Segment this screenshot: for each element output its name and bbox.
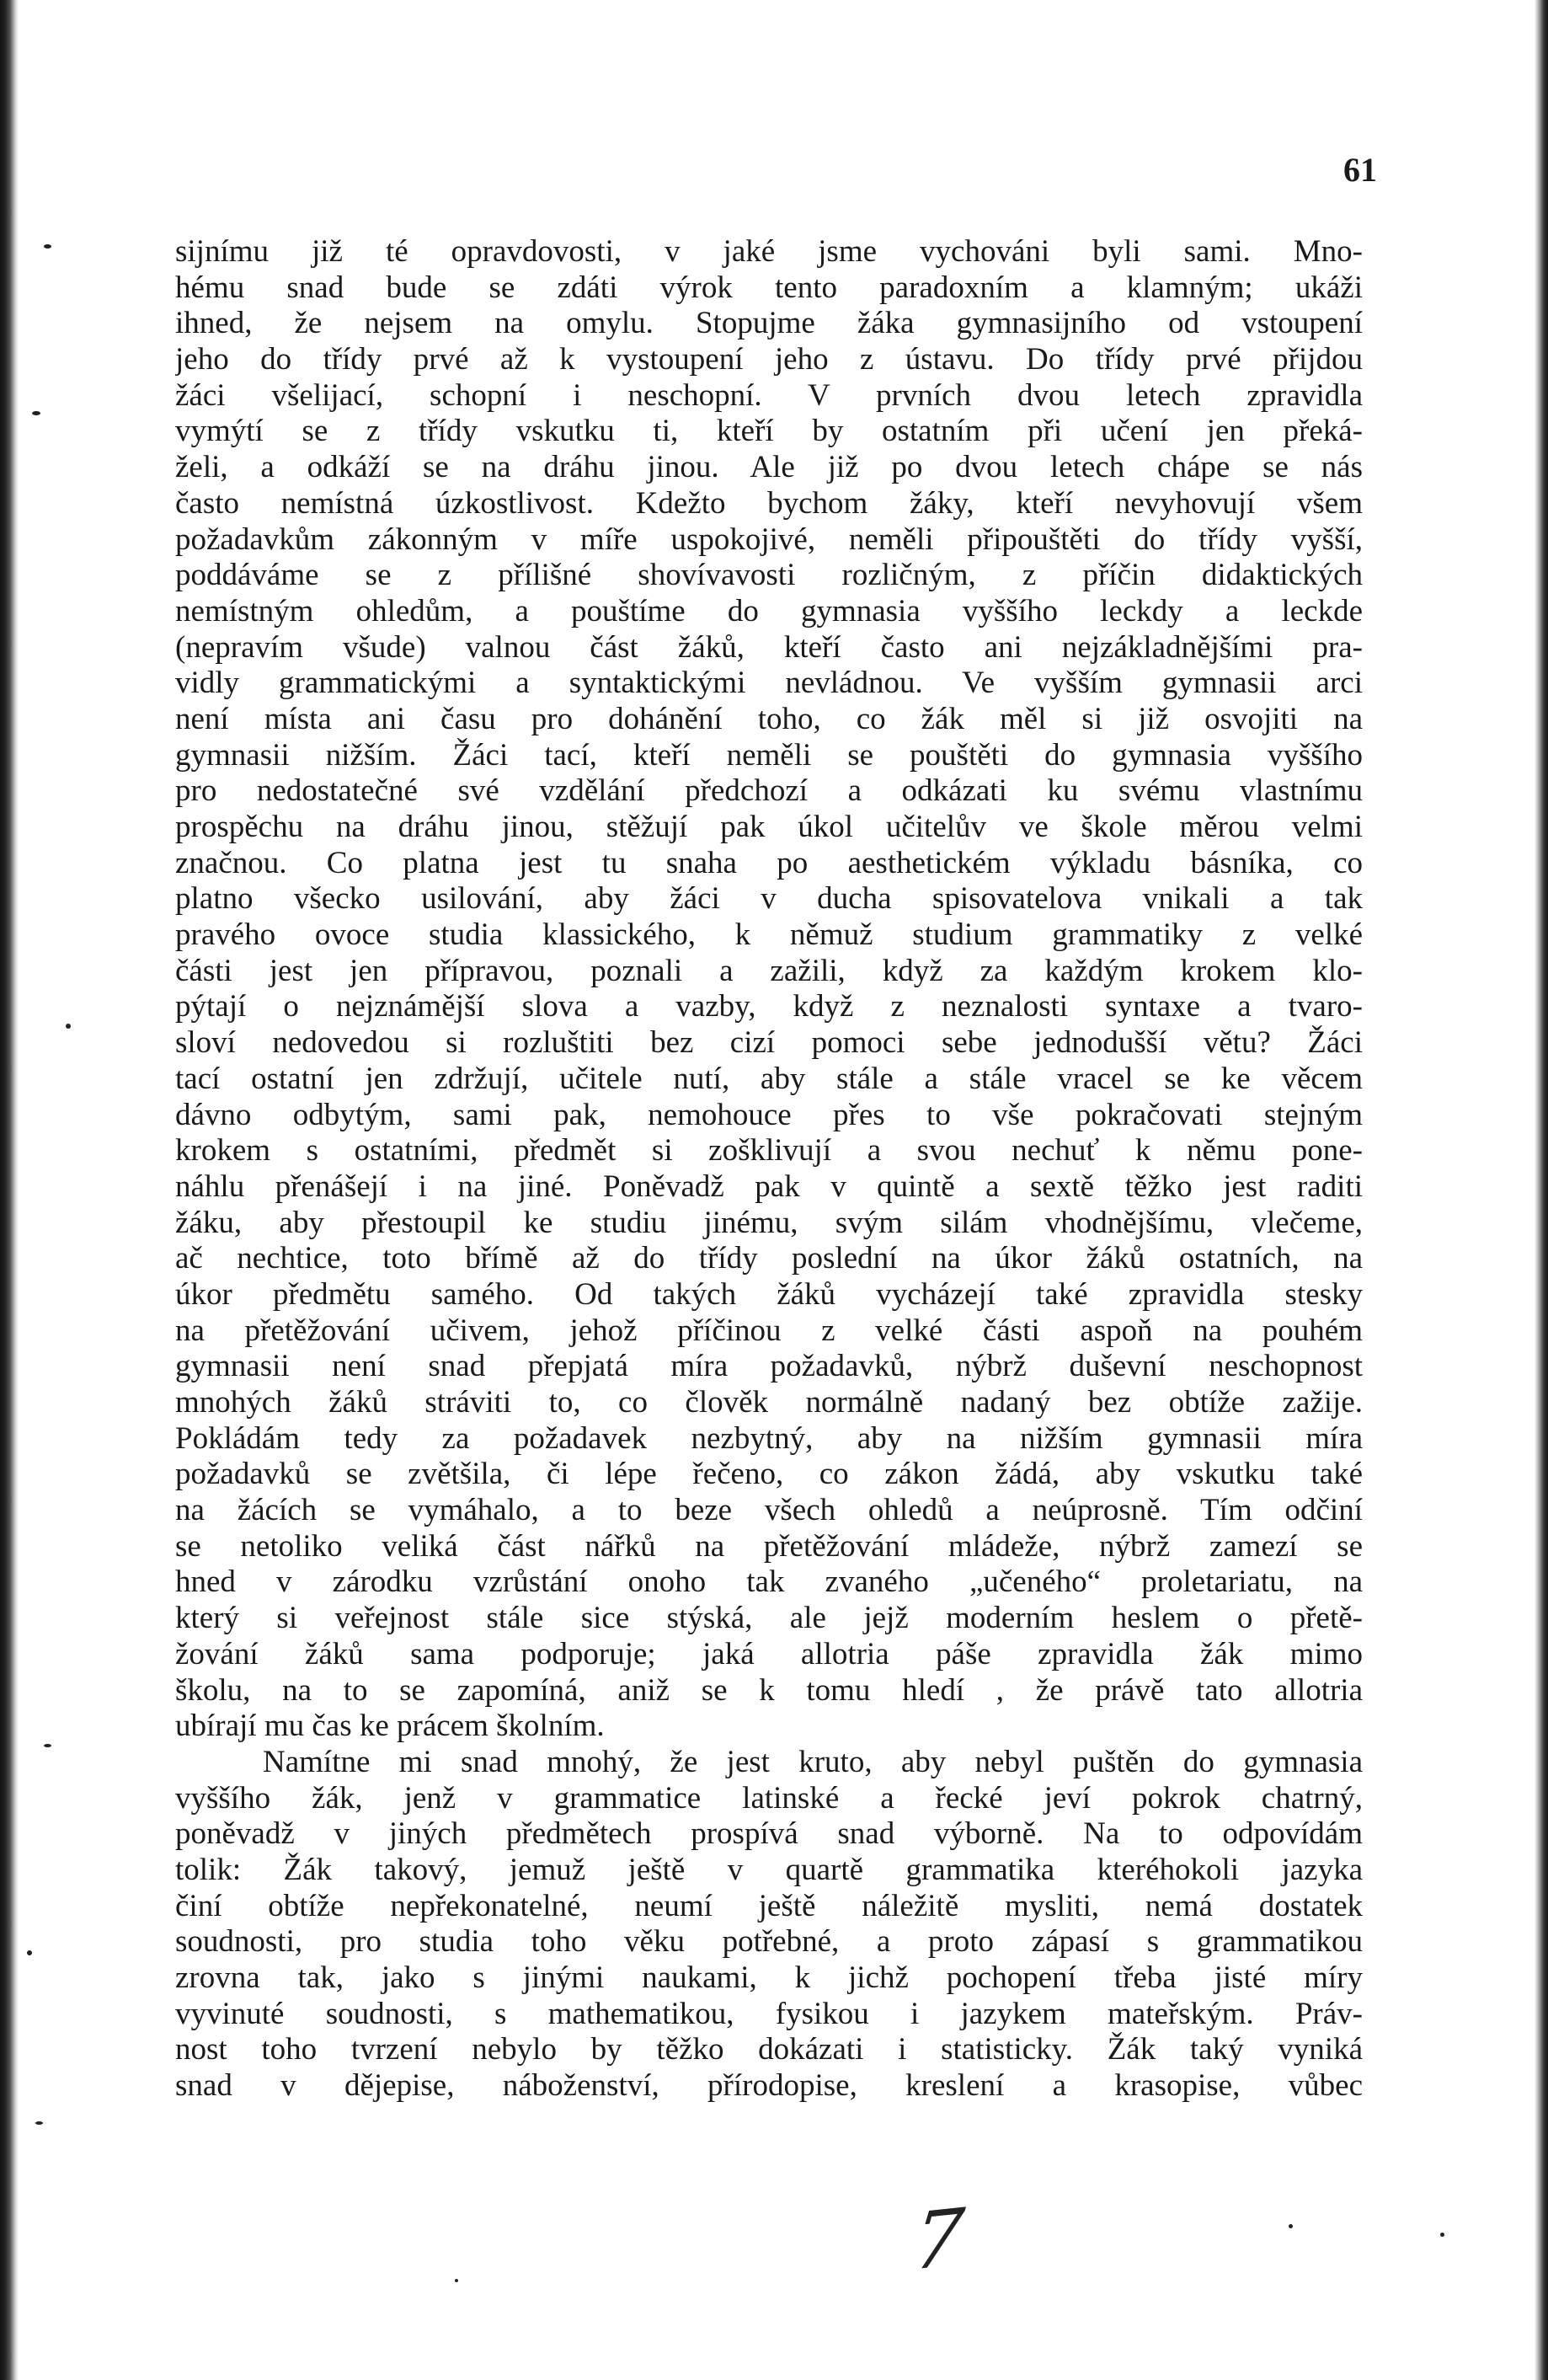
text-line: žování žáků sama podporuje; jaká allotria páše zpravidla žák mimo <box>175 1636 1363 1671</box>
text-line-paragraph-start: Namítne mi snad mnohý, že jest kruto, aby nebyl puštěn do gymnasia <box>263 1744 1363 1779</box>
text-line: vidly grammatickými a syntaktickými nevládnou. Ve vyšším gymnasii arci <box>175 666 1363 701</box>
text-line: gymnasii nižším. Žáci tací, kteří neměli se pouštěti do gymnasia vyššího <box>175 737 1363 773</box>
scan-speck <box>44 244 51 249</box>
text-line: sloví nedovedou si rozluštiti bez cizí pomoci sebe jednodušší větu? Žáci <box>175 1025 1363 1061</box>
text-line: (nepravím všude) valnou část žáků, kteří často ani nejzákladnějšími pra- <box>175 629 1363 665</box>
scan-speck <box>44 1744 51 1747</box>
text-line: na přetěžování učivem, jehož příčinou z velké části aspoň na pouhém <box>175 1313 1363 1348</box>
text-line: tolik: Žák takový, jemuž ještě v quartě grammatika kteréhokoli jazyka <box>175 1852 1363 1887</box>
text-line: části jest jen přípravou, poznali a zažili, když za každým krokem klo- <box>175 953 1363 988</box>
page-number: 61 <box>1343 151 1377 189</box>
scan-speck <box>1440 2233 1444 2237</box>
text-line: vyvinuté soudnosti, s mathematikou, fysikou i jazykem mateřským. Práv- <box>175 1996 1363 2031</box>
scan-speck <box>66 1024 71 1029</box>
signature-mark: 7 <box>909 2191 969 2288</box>
text-line: Pokládám tedy za požadavek nezbytný, aby na nižším gymnasii míra <box>175 1420 1363 1456</box>
text-line: krokem s ostatními, předmět si zošklivují a svou nechuť k němu pone- <box>175 1133 1363 1169</box>
text-line: mnohých žáků stráviti to, co člověk normálně nadaný bez obtíže zažije. <box>175 1385 1363 1420</box>
text-line: prospěchu na dráhu jinou, stěžují pak úkol učitelův ve škole měrou velmi <box>175 810 1363 844</box>
text-line: pravého ovoce studia klassického, k němuž studium grammatiky z velké <box>175 917 1363 953</box>
text-line: školu, na to se zapomíná, aniž se k tomu hledí , že právě tato allotria <box>175 1672 1363 1708</box>
text-line: není místa ani času pro dohánění toho, co žák měl si již osvojiti na <box>175 701 1363 736</box>
scan-speck <box>27 1950 32 1955</box>
text-line: tací ostatní jen zdržují, učitele nutí, aby stále a stále vracel se ke věcem <box>175 1061 1363 1096</box>
text-line: žáci všelijací, schopní i neschopní. V prvních dvou letech zpravidla <box>175 377 1363 413</box>
text-line: poddáváme se z přílišné shovívavosti rozličným, z příčin didaktických <box>175 558 1363 593</box>
text-line: nost toho tvrzení nebylo by těžko dokázati i statisticky. Žák taký vyniká <box>175 2032 1363 2067</box>
text-line: úkor předmětu samého. Od takých žáků vycházejí také zpravidla stesky <box>175 1276 1363 1312</box>
text-line: hned v zárodku vzrůstání onoho tak zvaného „učeného“ proletariatu, na <box>175 1564 1363 1600</box>
scan-right-edge <box>1535 0 1548 2380</box>
text-line: žáku, aby přestoupil ke studiu jinému, svým silám vhodnějšímu, vlečeme, <box>175 1205 1363 1240</box>
text-line: pýtají o nejznámější slova a vazby, když z neznalosti syntaxe a tvaro- <box>175 989 1363 1024</box>
text-line: vymýtí se z třídy vskutku ti, kteří by ostatním při učení jen překá- <box>175 414 1363 449</box>
text-line: gymnasii není snad přepjatá míra požadavků, nýbrž duševní neschopnost <box>175 1349 1363 1384</box>
text-line: se netoliko veliká část nářků na přetěžování mládeže, nýbrž zamezí se <box>175 1528 1363 1564</box>
text-line: často nemístná úzkostlivost. Kdežto bychom žáky, kteří nevyhovují všem <box>175 485 1363 521</box>
text-line: sijnímu již té opravdovosti, v jaké jsme vychováni byli sami. Mno- <box>175 234 1363 269</box>
scan-speck <box>35 2121 43 2125</box>
text-line: snad v dějepise, náboženství, přírodopise, kreslení a krasopise, vůbec <box>175 2068 1363 2104</box>
text-line: ač nechtice, toto břímě až do třídy poslední na úkor žáků ostatních, na <box>175 1241 1363 1276</box>
text-line: dávno odbytým, sami pak, nemohouce přes to vše pokračovati stejným <box>175 1097 1363 1132</box>
text-line: jeho do třídy prvé až k vystoupení jeho z ústavu. Do třídy prvé přijdou <box>175 342 1363 377</box>
body-text <box>175 234 1363 2105</box>
text-line: činí obtíže nepřekonatelné, neumí ještě náležitě mysliti, nemá dostatek <box>175 1888 1363 1923</box>
text-line: nemístným ohledům, a pouštíme do gymnasia vyššího leckdy a leckde <box>175 593 1363 628</box>
text-line: pro nedostatečné své vzdělání předchozí a odkázati ku svému vlastnímu <box>175 773 1363 809</box>
text-line: ihned, že nejsem na omylu. Stopujme žáka gymnasijního od vstoupení <box>175 306 1363 341</box>
text-line: požadavků se zvětšila, či lépe řečeno, co zákon žádá, aby vskutku také <box>175 1457 1363 1492</box>
text-line: platno všecko usilování, aby žáci v ducha spisovatelova vnikali a tak <box>175 881 1363 917</box>
text-line: hému snad bude se zdáti výrok tento paradoxním a klamným; ukáži <box>175 270 1363 305</box>
scan-speck <box>1289 2224 1293 2228</box>
text-line-paragraph-end: ubírají mu čas ke prácem školním. <box>175 1709 605 1744</box>
text-line: požadavkům zákonným v míře uspokojivé, neměli připouštěti do třídy vyšší, <box>175 521 1363 557</box>
text-line: vyššího žák, jenž v grammatice latinské a řecké jeví pokrok chatrný, <box>175 1780 1363 1816</box>
text-line: poněvadž v jiných předmětech prospívá snad výborně. Na to odpovídám <box>175 1816 1363 1852</box>
text-line: na žácích se vymáhalo, a to beze všech ohledů a neúprosně. Tím odčiní <box>175 1493 1363 1528</box>
scan-speck <box>455 2279 458 2282</box>
text-line: soudnosti, pro studia toho věku potřebné, a proto zápasí s grammatikou <box>175 1924 1363 1960</box>
text-line: který si veřejnost stále sice stýská, ale jejž moderním heslem o přetě- <box>175 1601 1363 1636</box>
text-line: značnou. Co platna jest tu snaha po aesthetickém výkladu básníka, co <box>175 845 1363 880</box>
scan-speck <box>32 411 40 415</box>
text-line: náhlu přenášejí i na jiné. Poněvadž pak v quintě a sextě těžko jest raditi <box>175 1169 1363 1204</box>
text-line: želi, a odkáží se na dráhu jinou. Ale již po dvou letech chápe se nás <box>175 450 1363 485</box>
scan-left-edge <box>0 0 19 2380</box>
text-line: zrovna tak, jako s jinými naukami, k jichž pochopení třeba jisté míry <box>175 1960 1363 1995</box>
